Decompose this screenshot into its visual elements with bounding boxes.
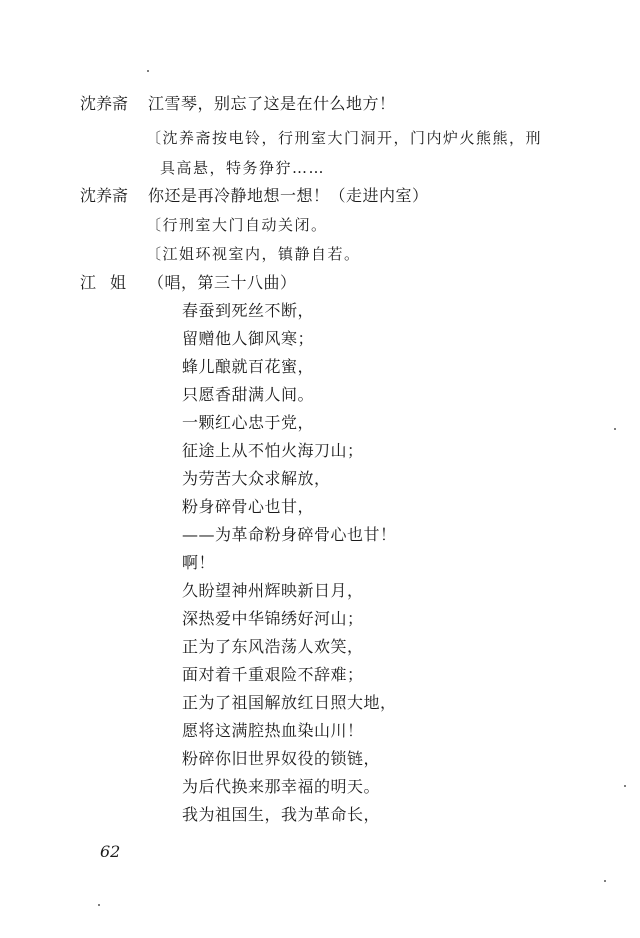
lyric-line: 征途上从不怕火海刀山； bbox=[182, 441, 364, 460]
lyric-line: 愿将这满腔热血染山川！ bbox=[182, 721, 364, 740]
lyric-line: 一颗红心忠于党， bbox=[182, 413, 315, 432]
scan-speck bbox=[614, 428, 616, 430]
lyric-line: 粉碎你旧世界奴役的锁链， bbox=[182, 749, 381, 768]
lyric-line: 久盼望神州辉映新日月， bbox=[182, 581, 364, 600]
speaker-name: 沈养斋 bbox=[80, 186, 129, 205]
scan-speck bbox=[604, 880, 606, 882]
lyric-line: 正为了东风浩荡人欢笑， bbox=[182, 637, 364, 656]
lyric-line: 留赠他人御风寒； bbox=[182, 329, 315, 348]
lyric-line: 粉身碎骨心也甘， bbox=[182, 497, 315, 516]
stage-direction: 〔沈养斋按电铃，行刑室大门洞开，门内炉火熊熊，刑 bbox=[146, 129, 543, 147]
lyric-line: 春蚕到死丝不断， bbox=[182, 301, 315, 320]
scan-speck bbox=[624, 785, 626, 787]
lyric-line: 深热爱中华锦绣好河山； bbox=[182, 609, 364, 628]
lyric-line: 我为祖国生，我为革命长， bbox=[182, 805, 381, 824]
lyric-line: 正为了祖国解放红日照大地， bbox=[182, 693, 397, 712]
dialogue-line: 你还是再冷静地想一想！（走进内室） bbox=[148, 186, 429, 205]
lyric-line: ——为革命粉身碎骨心也甘！ bbox=[182, 525, 397, 544]
stage-direction: 〔行刑室大门自动关闭。 bbox=[146, 216, 328, 234]
song-cue: （唱，第三十八曲） bbox=[148, 273, 297, 292]
lyric-line: 为劳苦大众求解放， bbox=[182, 469, 331, 488]
lyric-line: 面对着千重艰险不辞难； bbox=[182, 665, 364, 684]
stage-direction: 〔江姐环视室内，镇静自若。 bbox=[146, 245, 361, 263]
stage-direction-continued: 具高悬，特务狰狞…… bbox=[160, 159, 326, 177]
lyric-line: 为后代换来那幸福的明天。 bbox=[182, 777, 381, 796]
dialogue-line: 江雪琴，别忘了这是在什么地方！ bbox=[148, 94, 396, 113]
speaker-name: 江姐 bbox=[80, 273, 141, 292]
lyric-line: 啊！ bbox=[182, 553, 216, 572]
lyric-line: 蜂儿酿就百花蜜， bbox=[182, 357, 315, 376]
scan-speck bbox=[98, 904, 100, 906]
scan-speck bbox=[147, 70, 149, 72]
lyric-line: 只愿香甜满人间。 bbox=[182, 385, 315, 404]
page-number: 62 bbox=[100, 842, 121, 861]
speaker-name: 沈养斋 bbox=[80, 94, 129, 113]
